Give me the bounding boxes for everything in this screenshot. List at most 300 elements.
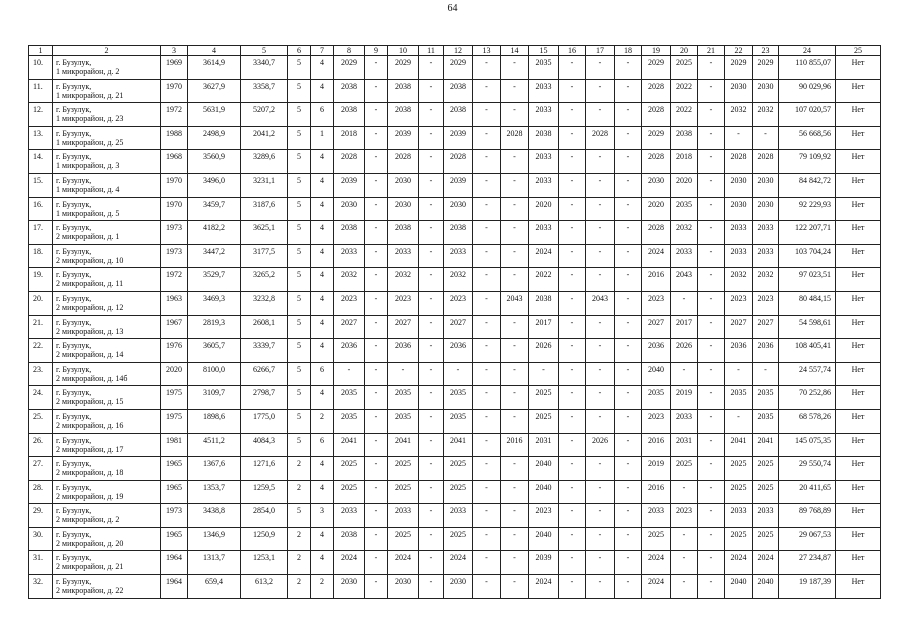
table-cell-col-16: - [559,575,586,599]
table-cell-col-17: - [586,268,615,292]
table-cell-col-13: - [473,551,501,575]
table-cell-col-18: - [615,339,642,363]
table-cell-col-22: 2033 [725,221,753,245]
table-cell-col-5: 3625,1 [241,221,288,245]
table-cell-col-16: - [559,362,586,386]
table-cell-col-18: - [615,150,642,174]
table-row [29,409,881,433]
table-cell-col-20: 2025 [671,457,698,481]
table-cell-col-18: - [615,527,642,551]
table-cell-col-3: 1975 [161,409,188,433]
table-cell-col-13: - [473,339,501,363]
table-cell-col-7: 6 [311,103,334,127]
table-cell-col-19: 2029 [642,56,671,80]
table-cell-col-17: - [586,56,615,80]
address-city: г. Бузулук, [56,175,92,185]
table-cell-col-19: 2036 [642,339,671,363]
table-cell-col-17: - [586,221,615,245]
table-cell-col-7: 4 [311,480,334,504]
table-cell-col-8: 2036 [334,339,365,363]
table-cell-col-22: - [725,409,753,433]
table-cell-col-21: - [698,504,725,528]
table-cell-col-12: 2041 [444,433,473,457]
table-cell-col-16: - [559,386,586,410]
table-cell-col-23: 2030 [753,173,779,197]
table-cell-col-9: - [365,268,388,292]
table-cell-col-5: 2041,2 [241,126,288,150]
table-cell-col-9: - [365,386,388,410]
table-cell-col-25: Нет [836,575,881,599]
table-cell-col-19: 2033 [642,504,671,528]
table-cell-col-14: - [501,457,529,481]
table-cell-col-24: 97 023,51 [779,268,836,292]
table-cell-col-8: 2038 [334,221,365,245]
table-cell-col-20: 2018 [671,150,698,174]
table-cell-col-25: Нет [836,103,881,127]
table-cell-col-24: 108 405,41 [779,339,836,363]
table-cell-col-15: - [529,362,559,386]
table-cell-col-13: - [473,457,501,481]
table-cell-col-10: 2027 [388,315,419,339]
table-cell-col-17: - [586,575,615,599]
table-cell-col-11: - [419,103,444,127]
table-cell-col-11: - [419,386,444,410]
address-building: 2 микрорайон, д. 16 [56,420,124,430]
table-cell-col-25: Нет [836,504,881,528]
table-cell-col-3: 1965 [161,527,188,551]
row-number-cell: 20. [29,291,53,315]
table-cell-col-11: - [419,291,444,315]
table-cell-col-18: - [615,291,642,315]
table-cell-col-12: 2025 [444,457,473,481]
table-cell-col-18: - [615,268,642,292]
table-cell-col-14: - [501,197,529,221]
table-cell-col-6: 5 [288,126,311,150]
table-cell-col-13: - [473,173,501,197]
table-row [29,291,881,315]
address-city: г. Бузулук, [56,246,92,256]
table-cell-col-12: 2033 [444,504,473,528]
table-cell-col-21: - [698,221,725,245]
table-cell-col-16: - [559,409,586,433]
table-row [29,433,881,457]
table-cell-col-4: 659,4 [188,575,241,599]
table-cell-col-22: 2041 [725,433,753,457]
table-cell-col-20: 2023 [671,504,698,528]
table-cell-col-23: 2040 [753,575,779,599]
table-cell-col-4: 5631,9 [188,103,241,127]
table-row [29,197,881,221]
table-cell-col-25: Нет [836,339,881,363]
table-cell-col-23: 2023 [753,291,779,315]
table-cell-col-14: - [501,150,529,174]
table-cell-col-14: - [501,244,529,268]
table-cell-col-18: - [615,126,642,150]
table-cell-col-9: - [365,433,388,457]
address-building: 1 микрорайон, д. 25 [56,137,124,147]
table-cell-col-16: - [559,527,586,551]
table-cell-col-3: 1976 [161,339,188,363]
table-cell-col-7: 4 [311,551,334,575]
table-cell-col-10: 2033 [388,244,419,268]
table-cell-col-15: 2020 [529,197,559,221]
table-cell-col-19: 2028 [642,79,671,103]
table-row [29,504,881,528]
table-cell-col-5: 1253,1 [241,551,288,575]
table-cell-col-14: - [501,527,529,551]
table-cell-col-16: - [559,504,586,528]
table-cell-col-10: 2035 [388,386,419,410]
table-cell-col-10: 2024 [388,551,419,575]
row-number-cell: 25. [29,409,53,433]
table-cell-col-22: 2040 [725,575,753,599]
table-cell-col-24: 107 020,57 [779,103,836,127]
table-cell-col-18: - [615,409,642,433]
table-cell-col-23: 2025 [753,457,779,481]
table-cell-col-20: - [671,575,698,599]
table-cell-col-11: - [419,457,444,481]
table-cell-col-24: 24 557,74 [779,362,836,386]
table-cell-col-23: 2027 [753,315,779,339]
table-cell-col-20: 2035 [671,197,698,221]
table-cell-col-24: 110 855,07 [779,56,836,80]
table-row [29,575,881,599]
table-cell-col-11: - [419,551,444,575]
table-row [29,126,881,150]
table-cell-col-10: 2030 [388,173,419,197]
table-cell-col-8: 2038 [334,103,365,127]
table-cell-col-17: - [586,103,615,127]
column-header-7: 7 [311,46,334,56]
table-cell-col-9: - [365,244,388,268]
address-city: г. Бузулук, [56,128,92,138]
table-cell-col-11: - [419,221,444,245]
table-cell-col-6: 5 [288,409,311,433]
table-cell-col-13: - [473,527,501,551]
table-cell-col-6: 5 [288,244,311,268]
table-cell-col-23: 2028 [753,150,779,174]
table-row [29,315,881,339]
column-header-5: 5 [241,46,288,56]
table-cell-col-18: - [615,221,642,245]
table-cell-col-13: - [473,221,501,245]
table-cell-col-21: - [698,150,725,174]
table-cell-col-16: - [559,221,586,245]
table-cell-col-24: 20 411,65 [779,480,836,504]
address-city: г. Бузулук, [56,411,92,421]
table-cell-col-8: 2035 [334,409,365,433]
table-cell-col-25: Нет [836,457,881,481]
table-cell-col-23: 2029 [753,56,779,80]
table-cell-col-11: - [419,150,444,174]
table-cell-col-19: 2023 [642,409,671,433]
table-cell-col-18: - [615,103,642,127]
table-cell-col-6: 2 [288,457,311,481]
table-cell-col-14: - [501,221,529,245]
table-cell-col-13: - [473,386,501,410]
table-cell-col-15: 2033 [529,79,559,103]
table-cell-col-23: 2041 [753,433,779,457]
table-cell-col-22: 2025 [725,480,753,504]
table-cell-col-13: - [473,291,501,315]
address-city: г. Бузулук, [56,152,92,162]
table-cell-col-15: 2039 [529,551,559,575]
table-cell-col-4: 8100,0 [188,362,241,386]
row-number-cell: 21. [29,315,53,339]
table-cell-col-11: - [419,126,444,150]
table-cell-col-23: 2025 [753,527,779,551]
table-cell-col-10: 2032 [388,268,419,292]
table-cell-col-11: - [419,197,444,221]
table-cell-col-19: 2040 [642,362,671,386]
table-cell-col-9: - [365,409,388,433]
table-cell-col-4: 3447,2 [188,244,241,268]
table-cell-col-15: 2038 [529,126,559,150]
table-cell-col-14: - [501,339,529,363]
table-cell-col-6: 5 [288,56,311,80]
address-cell [53,79,161,103]
table-cell-col-15: 2040 [529,527,559,551]
table-cell-col-18: - [615,433,642,457]
table-cell-col-12: 2028 [444,150,473,174]
column-header-23: 23 [753,46,779,56]
table-cell-col-17: 2028 [586,126,615,150]
table-cell-col-13: - [473,126,501,150]
table-cell-col-16: - [559,244,586,268]
table-cell-col-8: 2027 [334,315,365,339]
table-cell-col-20: 2032 [671,221,698,245]
table-cell-col-13: - [473,268,501,292]
table-cell-col-5: 2608,1 [241,315,288,339]
table-cell-col-7: 4 [311,79,334,103]
table-cell-col-22: 2028 [725,150,753,174]
table-cell-col-5: 1271,6 [241,457,288,481]
table-cell-col-12: 2036 [444,339,473,363]
table-cell-col-3: 1973 [161,504,188,528]
table-cell-col-19: 2027 [642,315,671,339]
table-cell-col-17: - [586,150,615,174]
table-cell-col-19: 2028 [642,221,671,245]
table-cell-col-8: 2041 [334,433,365,457]
table-cell-col-15: 2033 [529,221,559,245]
table-cell-col-24: 89 768,89 [779,504,836,528]
row-number-cell: 19. [29,268,53,292]
table-cell-col-7: 4 [311,268,334,292]
table-cell-col-21: - [698,291,725,315]
table-cell-col-20: 2020 [671,173,698,197]
row-number-cell: 26. [29,433,53,457]
table-cell-col-9: - [365,197,388,221]
table-cell-col-15: 2033 [529,173,559,197]
table-cell-col-17: - [586,551,615,575]
address-building: 2 микрорайон, д. 21 [56,562,124,572]
table-row [29,362,881,386]
column-header-21: 21 [698,46,725,56]
column-header-13: 13 [473,46,501,56]
table-cell-col-19: 2024 [642,575,671,599]
address-cell [53,221,161,245]
table-cell-col-5: 3289,6 [241,150,288,174]
table-cell-col-15: 2022 [529,268,559,292]
table-cell-col-20: - [671,527,698,551]
table-cell-col-10: 2038 [388,221,419,245]
address-building: 2 микрорайон, д. 15 [56,397,124,407]
table-cell-col-10: 2041 [388,433,419,457]
table-cell-col-12: 2027 [444,315,473,339]
table-cell-col-12: 2030 [444,575,473,599]
row-number-cell: 14. [29,150,53,174]
table-cell-col-19: 2020 [642,197,671,221]
table-cell-col-16: - [559,79,586,103]
table-cell-col-12: 2025 [444,480,473,504]
table-cell-col-17: - [586,527,615,551]
table-cell-col-21: - [698,457,725,481]
address-cell [53,551,161,575]
table-cell-col-21: - [698,551,725,575]
table-cell-col-12: 2038 [444,221,473,245]
table-cell-col-21: - [698,268,725,292]
table-cell-col-5: 3177,5 [241,244,288,268]
table-row [29,56,881,80]
row-number-cell: 31. [29,551,53,575]
row-number-cell: 12. [29,103,53,127]
table-cell-col-15: 2024 [529,575,559,599]
column-header-20: 20 [671,46,698,56]
address-cell [53,244,161,268]
address-building: 2 микрорайон, д. 18 [56,468,124,478]
address-cell [53,150,161,174]
table-cell-col-14: - [501,386,529,410]
table-cell-col-6: 2 [288,480,311,504]
table-cell-col-3: 1965 [161,480,188,504]
address-cell [53,268,161,292]
table-cell-col-8: 2024 [334,551,365,575]
table-cell-col-5: 2798,7 [241,386,288,410]
table-cell-col-22: 2030 [725,197,753,221]
table-cell-col-19: 2016 [642,433,671,457]
table-cell-col-14: - [501,103,529,127]
table-cell-col-13: - [473,409,501,433]
table-cell-col-12: 2029 [444,56,473,80]
table-cell-col-19: 2016 [642,268,671,292]
table-cell-col-25: Нет [836,409,881,433]
table-cell-col-7: 3 [311,504,334,528]
table-cell-col-4: 3496,0 [188,173,241,197]
table-cell-col-7: 1 [311,126,334,150]
table-cell-col-3: 1970 [161,197,188,221]
address-cell [53,362,161,386]
table-cell-col-3: 1970 [161,79,188,103]
table-cell-col-14: - [501,315,529,339]
table-cell-col-3: 1970 [161,173,188,197]
table-cell-col-4: 3605,7 [188,339,241,363]
address-building: 1 микрорайон, д. 2 [56,67,120,76]
table-cell-col-15: 2033 [529,150,559,174]
table-cell-col-13: - [473,197,501,221]
table-cell-col-6: 5 [288,339,311,363]
table-cell-col-24: 54 598,61 [779,315,836,339]
row-number-cell: 16. [29,197,53,221]
table-cell-col-24: 122 207,71 [779,221,836,245]
table-cell-col-3: 1968 [161,150,188,174]
table-cell-col-22: 2024 [725,551,753,575]
table-cell-col-15: 2035 [529,56,559,80]
table-cell-col-21: - [698,173,725,197]
address-building: 2 микрорайон, д. 19 [56,491,124,501]
table-cell-col-4: 3529,7 [188,268,241,292]
address-building: 1 микрорайон, д. 23 [56,114,124,124]
table-cell-col-8: 2025 [334,480,365,504]
address-building: 2 микрорайон, д. 14б [56,373,128,383]
table-cell-col-19: 2023 [642,291,671,315]
table-cell-col-17: - [586,504,615,528]
table-cell-col-14: 2043 [501,291,529,315]
table-cell-col-20: 2033 [671,244,698,268]
table-row [29,386,881,410]
column-header-18: 18 [615,46,642,56]
table-cell-col-16: - [559,315,586,339]
row-number-cell: 30. [29,527,53,551]
table-cell-col-5: 3339,7 [241,339,288,363]
address-city: г. Бузулук, [56,577,92,587]
table-cell-col-11: - [419,79,444,103]
table-cell-col-4: 1346,9 [188,527,241,551]
table-cell-col-7: 4 [311,56,334,80]
table-cell-col-11: - [419,339,444,363]
table-cell-col-10: 2025 [388,527,419,551]
table-cell-col-3: 1964 [161,575,188,599]
table-cell-col-3: 1973 [161,244,188,268]
table-cell-col-3: 1972 [161,268,188,292]
table-cell-col-12: 2039 [444,173,473,197]
table-cell-col-9: - [365,480,388,504]
table-cell-col-13: - [473,362,501,386]
table-cell-col-5: 5207,2 [241,103,288,127]
table-cell-col-11: - [419,362,444,386]
table-cell-col-11: - [419,527,444,551]
table-row [29,221,881,245]
table-cell-col-3: 1969 [161,56,188,80]
table-cell-col-23: - [753,126,779,150]
table-cell-col-15: 2026 [529,339,559,363]
address-building: 2 микрорайон, д. 22 [56,586,124,596]
table-cell-col-5: 3340,7 [241,56,288,80]
table-cell-col-8: 2030 [334,197,365,221]
table-cell-col-10: 2038 [388,79,419,103]
table-cell-col-5: 3231,1 [241,173,288,197]
table-row [29,268,881,292]
table-cell-col-16: - [559,268,586,292]
table-cell-col-5: 4084,3 [241,433,288,457]
table-cell-col-24: 90 029,96 [779,79,836,103]
table-cell-col-6: 2 [288,575,311,599]
table-cell-col-22: 2025 [725,527,753,551]
table-cell-col-20: 2019 [671,386,698,410]
table-cell-col-7: 6 [311,433,334,457]
address-cell [53,527,161,551]
table-cell-col-5: 3232,8 [241,291,288,315]
table-cell-col-4: 1367,6 [188,457,241,481]
table-cell-col-23: 2033 [753,504,779,528]
table-cell-col-21: - [698,197,725,221]
table-row [29,551,881,575]
table-cell-col-24: 80 484,15 [779,291,836,315]
table-cell-col-15: 2024 [529,244,559,268]
table-cell-col-18: - [615,386,642,410]
table-cell-col-10: 2030 [388,197,419,221]
table-cell-col-24: 27 234,87 [779,551,836,575]
row-number-cell: 18. [29,244,53,268]
